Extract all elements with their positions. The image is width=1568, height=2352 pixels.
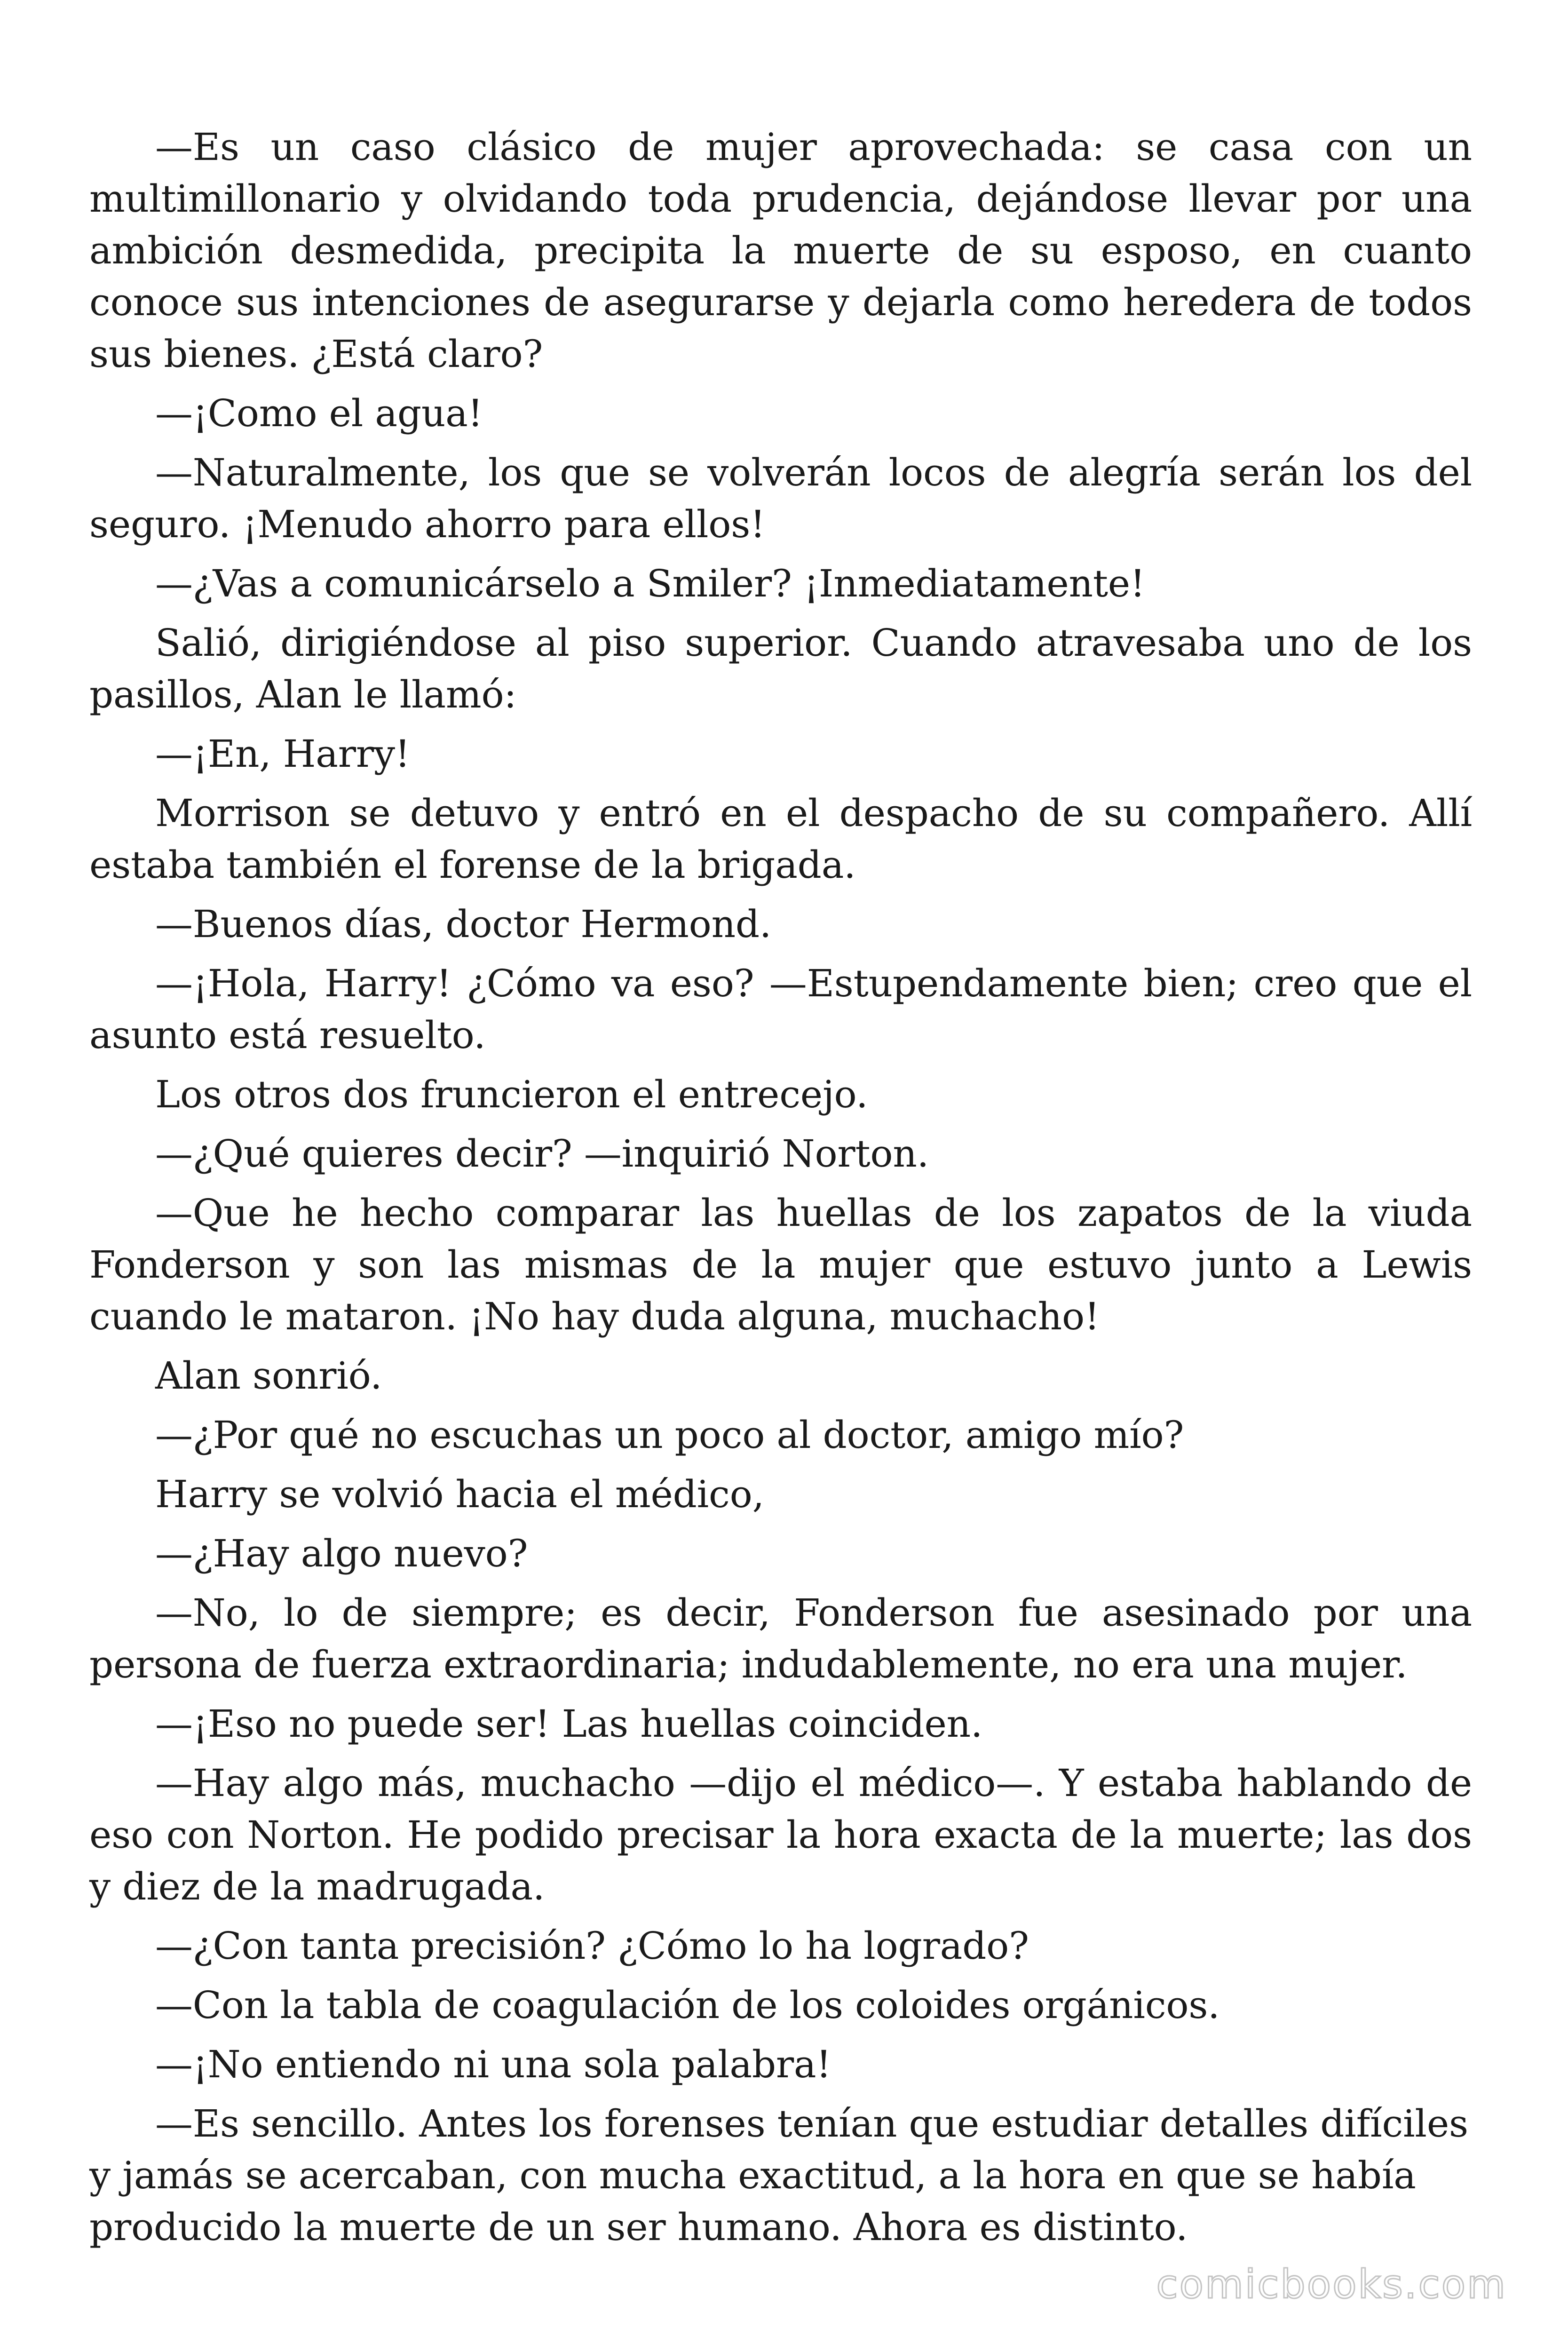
paragraph: —Es un caso clásico de mujer aprovechada: se casa con un multimillonario y olvidando toda prudencia, dejándose llevar por una ambición desmedida, precipita la muerte de su esposo, en cuanto conoce sus intenciones de asegurarse y dejarla como heredera de todos sus bienes. ¿Está claro? bbox=[89, 125, 1472, 376]
paragraph: —Es sencillo. Antes los forenses tenían que estudiar detalles difíciles y jamás se acercaban, con mucha exactitud, a la hora en que se había producido la muerte de un ser humano. Ahora es distinto. bbox=[89, 2102, 1468, 2249]
paragraph: —¿Hay algo nuevo? bbox=[155, 1532, 528, 1575]
paragraph: —¡No entiendo ni una sola palabra! bbox=[155, 2042, 832, 2086]
paragraph: —¿Qué quieres decir? —inquirió Norton. bbox=[155, 1132, 929, 1176]
paragraph: —¡Como el agua! bbox=[155, 391, 483, 435]
paragraph: —Que he hecho comparar las huellas de los zapatos de la viuda Fonderson y son las mismas de la mujer que estuvo junto a Lewis cuando le mataron. ¡No hay duda alguna, muchacho! bbox=[89, 1191, 1472, 1338]
paragraph: Los otros dos fruncieron el entrecejo. bbox=[155, 1073, 868, 1116]
paragraph: —Buenos días, doctor Hermond. bbox=[155, 902, 772, 946]
paragraph: —Naturalmente, los que se volverán locos de alegría serán los del seguro. ¡Menudo ahorro para ellos! bbox=[89, 451, 1472, 546]
paragraph: —¿Vas a comunicárselo a Smiler? ¡Inmediatamente! bbox=[155, 562, 1145, 605]
paragraph: Morrison se detuvo y entró en el despacho de su compañero. Allí estaba también el forense de la brigada. bbox=[89, 791, 1472, 887]
paragraph: —No, lo de siempre; es decir, Fonderson fue asesinado por una persona de fuerza extraordinaria; indudablemente, no era una mujer. bbox=[89, 1591, 1472, 1686]
watermark: comicbooks.com bbox=[1156, 2261, 1507, 2307]
paragraph: —¡Hola, Harry! ¿Cómo va eso? —Estupendamente bien; creo que el asunto está resuelto. bbox=[89, 961, 1472, 1057]
paragraph: —¿Por qué no escuchas un poco al doctor, amigo mío? bbox=[155, 1413, 1184, 1457]
paragraph: Harry se volvió hacia el médico, bbox=[155, 1472, 764, 1516]
paragraph: —¿Con tanta precisión? ¿Cómo lo ha logrado? bbox=[155, 1924, 1029, 1968]
paragraph: —¡Eso no puede ser! Las huellas coinciden. bbox=[155, 1702, 983, 1746]
paragraph: Alan sonrió. bbox=[155, 1354, 382, 1398]
paragraph: —Con la tabla de coagulación de los coloides orgánicos. bbox=[155, 1983, 1220, 2027]
page-body bbox=[89, 121, 1472, 2261]
paragraph: —¡En, Harry! bbox=[155, 732, 410, 776]
paragraph: Salió, dirigiéndose al piso superior. Cuando atravesaba uno de los pasillos, Alan le llamó: bbox=[89, 621, 1472, 716]
paragraph: —Hay algo más, muchacho —dijo el médico—. Y estaba hablando de eso con Norton. He podido precisar la hora exacta de la muerte; las dos y diez de la madrugada. bbox=[89, 1761, 1472, 1908]
